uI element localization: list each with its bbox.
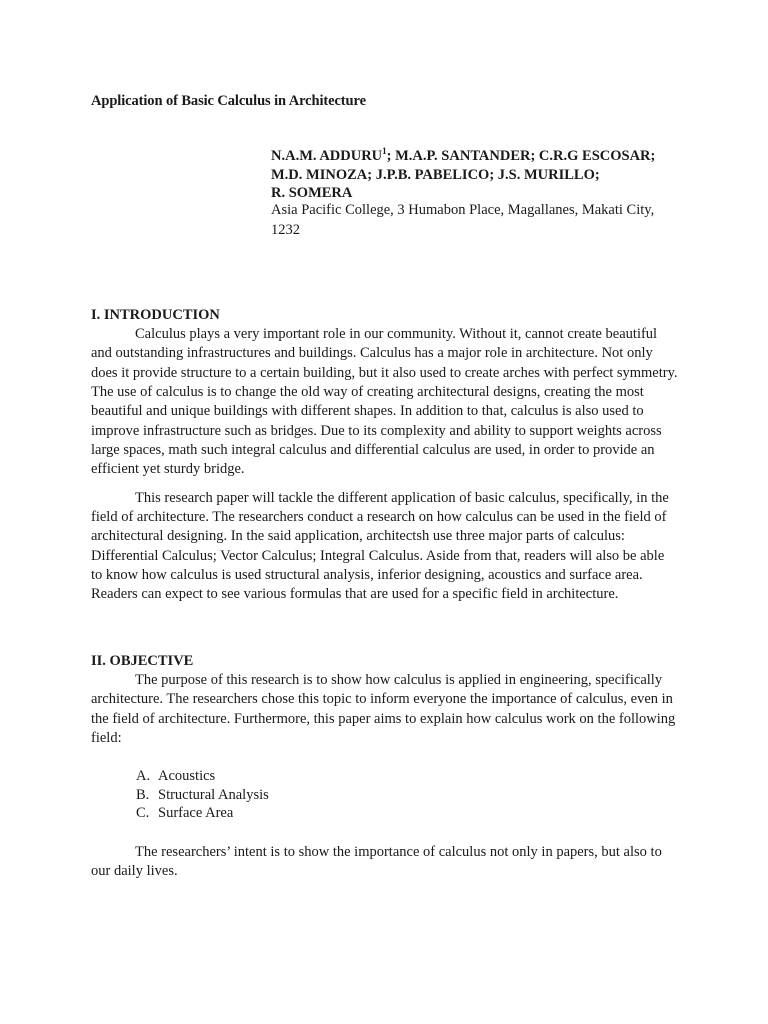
list-item-label: Surface Area: [158, 805, 234, 822]
author-line-2: M.D. MINOZA; J.P.B. PABELICO; J.S. MURILLO;: [271, 166, 600, 183]
list-item-label: Acoustics: [158, 768, 216, 785]
author-name-first: N.A.M. ADDURU: [271, 148, 383, 164]
list-item: [91, 767, 679, 786]
affiliation: Asia Pacific College, 3 Humabon Place, Magallanes, Makati City, 1232: [271, 202, 655, 238]
author-list: [271, 147, 691, 203]
list-marker: B.: [136, 786, 150, 803]
author-names-rest: ; M.A.P. SANTANDER; C.R.G ESCOSAR;: [386, 148, 656, 164]
section-heading: II. OBJECTIVE: [91, 653, 194, 669]
list-marker: C.: [136, 805, 150, 822]
introduction-paragraph-1: Calculus plays a very important role in our community. Without it, cannot create beautiful and outstanding infrastructures and buildings. Calculus has a major role in architecture. Not only does it provide structure to a certain building, but it also used to create arches with perfect symmetry. The use of calculus is to change the old way of creating architectural designs, creating the most beautiful and unique buildings with different shapes. In addition to that, calculus is also used to improve infrastructure such as bridges. Due to its complexity and ability to support weights across large spaces, math such integral calculus and differential calculus are used, in order to provide an efficient yet sturdy bridge.: [91, 326, 678, 478]
field-list: [91, 767, 679, 823]
objective-paragraph-1: The purpose of this research is to show how calculus is applied in engineering, specifically architecture. The researchers chose this topic to inform everyone the importance of calculus, even in the field of architecture. Furthermore, this paper aims to explain how calculus work on the following field:: [91, 672, 676, 747]
author-line-1: [271, 147, 691, 166]
list-item: [91, 786, 679, 805]
section-heading: I. INTRODUCTION: [91, 307, 220, 323]
section-introduction: [91, 306, 679, 605]
paper-title: Application of Basic Calculus in Architecture: [91, 93, 366, 109]
introduction-paragraph-2: This research paper will tackle the different application of basic calculus, specifically, in the field of architecture. The researchers conduct a research on how calculus can be used in the field of architectural designing. In the said application, architectsh use three major parts of calculus: Differential Calculus; Vector Calculus; Integral Calculus. Aside from that, readers will also be able to know how calculus is used structural analysis, inferior designing, acoustics and surface area. Readers can expect to see various formulas that are used for a specific field in architecture.: [91, 489, 669, 603]
section-objective: [91, 652, 679, 882]
objective-paragraph-2: The researchers’ intent is to show the importance of calculus not only in papers, but also to our daily lives.: [91, 843, 662, 880]
author-line-3: R. SOMERA: [271, 185, 353, 201]
list-item-label: Structural Analysis: [158, 786, 269, 803]
author-affiliation-marker: 1: [382, 146, 387, 156]
list-marker: A.: [136, 768, 151, 785]
list-item: [91, 804, 679, 823]
